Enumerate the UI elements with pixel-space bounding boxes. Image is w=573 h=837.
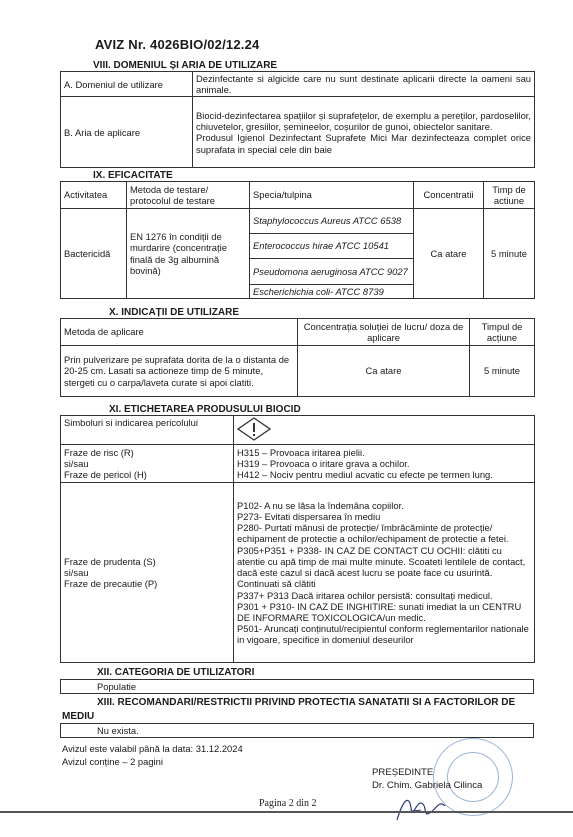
usage-header-concentration: Concentrația soluției de lucru/ doza de aplicare — [298, 319, 470, 346]
section-9-heading: IX. EFICACITATE — [93, 170, 173, 181]
species-3: Pseudomona aeruginosa ATCC 9027 — [250, 259, 414, 285]
usage-time: 5 minute — [470, 346, 535, 397]
prudence-phrase: P305+P351 + P338- IN CAZ DE CONTACT CU OCHII: clătiti cu atentie cu apă timp de mai multe minute. Scoateti lentilele de contact, dacă este cazul si dacă acest lucru se poate face cu usurintă. Continuati să clătiti — [237, 544, 526, 590]
efficacy-header-time: Timp de actiune — [484, 182, 535, 209]
validity-note: Avizul este valabil până la data: 31.12.2024 — [62, 743, 243, 754]
prudence-phrases-label: Fraze de prudenta (S) si/sau Fraze de precautie (P) — [61, 483, 234, 663]
hazard-symbol-cell — [234, 416, 535, 445]
area-label: B. Aria de aplicare — [61, 97, 193, 168]
species-2: Enterococcus hirae ATCC 10541 — [250, 234, 414, 259]
signature-icon — [393, 790, 453, 826]
efficacy-header-species: Specia/tulpina — [250, 182, 414, 209]
section-12-heading: XII. CATEGORIA DE UTILIZATORI — [97, 667, 255, 678]
recommendations-table — [60, 723, 534, 738]
prudence-phrases — [234, 483, 535, 663]
president-title: PREȘEDINTE — [372, 767, 434, 778]
risk-phrase: H319 – Provoaca o iritare grava a ochilor. — [237, 458, 410, 470]
usage-instructions-table — [60, 318, 535, 397]
efficacy-table — [60, 181, 535, 299]
user-category: Populatie — [61, 680, 534, 694]
exclamation-hazard-icon — [237, 417, 271, 441]
prudence-phrase: P501- Aruncați conținutul/recipientul conform reglementarilor nationale in vigoare, specifice in domeniul deseurilor — [237, 623, 529, 646]
efficacy-method: EN 1276 în condiții de murdarire (concentrație finală de 3g albumină bovină) — [127, 209, 250, 299]
risk-phrase: H315 – Provoaca iritarea pielii. — [237, 446, 365, 458]
official-stamp-inner — [447, 752, 499, 802]
section-10-heading: X. INDICAȚII DE UTILIZARE — [109, 307, 239, 318]
efficacy-concentration: Ca atare — [414, 209, 484, 299]
prudence-phrase: P273- Evitati dispersarea în mediu — [237, 511, 381, 523]
bottom-rule — [0, 811, 573, 813]
efficacy-activity: Bactericidă — [61, 209, 127, 299]
usage-header-time: Timpul de acțiune — [470, 319, 535, 346]
domain-label: A. Domeniul de utilizare — [61, 72, 193, 97]
species-4: Escherichichia coli- ATCC 8739 — [250, 285, 414, 299]
efficacy-time: 5 minute — [484, 209, 535, 299]
document-title: AVIZ Nr. 4026BIO/02/12.24 — [95, 37, 260, 52]
usage-header-method: Metoda de aplicare — [61, 319, 298, 346]
symbols-label: Simboluri si indicarea pericolului — [61, 416, 234, 445]
recommendations-value: Nu exista. — [61, 724, 534, 738]
president-name: Dr. Chim. Gabriela Cilinca — [372, 780, 483, 791]
area-text: Biocid-dezinfectarea spațiilor și suprafețelor, de exemplu a pereților, pardoselilor, chiuvetelor, gresiilor, șemineelor, coșurilor de gunoi, obiectelor sanitare. — [196, 110, 531, 133]
risk-phrases-label: Fraze de risc (R) si/sau Fraze de pericol (H) — [61, 445, 234, 483]
risk-phrases — [234, 445, 535, 483]
area-text-product: Produsul Igienol Dezinfectant Suprafete Mici Mar dezinfecteaza complet orice suprafata in special cele din baie — [196, 132, 531, 155]
usage-domain-table — [60, 71, 535, 168]
prudence-phrase: P337+ P313 Dacă iritarea ochilor persistă: consultați medicul. — [237, 589, 493, 601]
section-11-heading: XI. ETICHETAREA PRODUSULUI BIOCID — [109, 404, 301, 415]
pages-note: Avizul conține – 2 pagini — [62, 756, 163, 767]
efficacy-header-activity: Activitatea — [61, 182, 127, 209]
labeling-table — [60, 415, 535, 663]
prudence-phrase: P280- Purtati mănusi de protecție/ îmbrăcăminte de protecție/ echipament de protectie a ochilor/echipament de protectie a fetei. — [237, 522, 509, 545]
usage-concentration: Ca atare — [298, 346, 470, 397]
efficacy-header-concentration: Concentratii — [414, 182, 484, 209]
page-number: Pagina 2 din 2 — [259, 798, 317, 809]
risk-phrase: H412 – Nociv pentru mediul acvatic cu efecte pe termen lung. — [237, 469, 493, 481]
efficacy-header-method: Metoda de testare/ protocolul de testare — [127, 182, 250, 209]
usage-method: Prin pulverizare pe suprafata dorita de la o distanta de 20-25 cm. Lasati sa actioneze timp de 5 minute, stergeti cu o carpa/laveta curate si apoi clatiti. — [61, 346, 298, 397]
prudence-phrase: P102- A nu se lăsa la îndemâna copiilor. — [237, 499, 404, 511]
species-1: Staphylococcus Aureus ATCC 6538 — [250, 209, 414, 234]
domain-text: Dezinfectante si algicide care nu sunt destinate aplicarii directe la oameni sau animale. — [193, 72, 535, 97]
section-13-heading: XIII. RECOMANDARI/RESTRICTII PRIVIND PROTECTIA SANATATII SI A FACTORILOR DE MEDIU — [62, 697, 516, 722]
prudence-phrase: P301 + P310- IN CAZ DE INGHITIRE: sunati imediat la un CENTRU DE INFORMARE TOXICOLOGICA/un medic. — [237, 600, 522, 623]
section-8-heading: VIII. DOMENIUL ȘI ARIA DE UTILIZARE — [93, 60, 278, 71]
area-cell — [193, 97, 535, 168]
users-table — [60, 679, 534, 694]
